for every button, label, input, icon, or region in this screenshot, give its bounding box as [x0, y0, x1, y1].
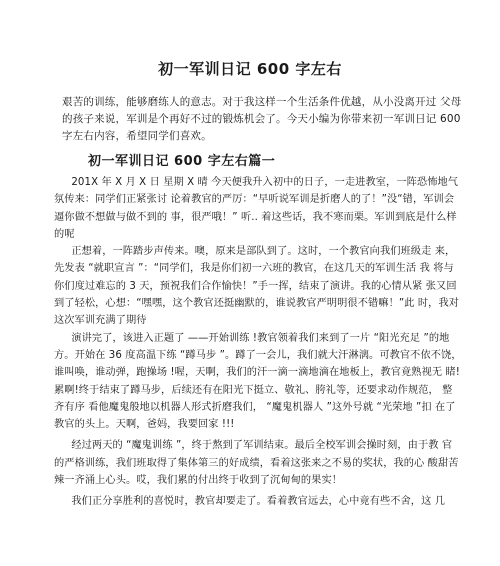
paragraph-2: 正想着，一阵踏步声传来。噢，原来是部队到了。这时，一个教官向我们班级走 来，先发表 “就职宣言 ”：“同学们，我是你们初一六班的教官，在这几天的军训生活 我 将与你们度过难忘的 3 天，预祝我们合作愉快！”手一挥，结束了演讲。我的心情从紧 张又回到了轻松，心想：“嘿嘿，这个教官还挺幽默的，谁说教官严明明很不错嘛！”此 时，我对这次军训充满了期待	[54, 246, 460, 327]
paragraph-4: 经过两天的 “魔鬼训练 ”，终于熬到了军训结束。最后全校军训会操时刻，由于教 官的严格训练，我们班取得了集体第三的好成绩，看着这张来之不易的奖状，我的心 酸甜苦辣一齐涌上心头。哎，我们累的付出终于收到了沉甸甸的果实！	[54, 440, 459, 487]
paragraph-5: 我们正分享胜利的喜悦时，教官却要走了。看着教官远去，心中竟有些不舍，这 几	[71, 496, 446, 508]
intro-block	[62, 94, 462, 145]
body-text	[54, 174, 462, 511]
document-title: 初一军训日记 600 字左右	[158, 60, 342, 78]
paragraph-3: 演讲完了，该进入正题了 ——开始训练 !教官领着我们来到了一片 “阳光充足 ”的地 方。开始在 36 度高温下练 “蹲马步 ”。蹲了一会儿，我们就大汗淋漓。可教官不依不饶，谁叫唤，谁动弹，跑操场 !喔，天啊，我们的汗一滴一滴地滴在地板上，教官竟熟视无 睹!累啊!终于结束了蹲马步，后续还有在阳光下挺立、敬礼、胯礼等，还要求动作规范， 整齐有序 看他魔鬼般地以机器人形式折磨我们， “魔鬼机器人 ”这外号就 “光荣地 ”扣 在了教官的头上。天啊，爸妈，我要回家 !!!	[54, 332, 462, 431]
section-title: 初一军训日记 600 字左右篇一	[88, 154, 276, 169]
intro-paragraph: 艰苦的训练，能够磨练人的意志。对于我这样一个生活条件优越，从小没离开过 父母的孩子来说，军训是个再好不过的锻炼机会了。今天小编为你带来初一军训日记 600 字左右内容，希望同学们喜欢。	[62, 96, 462, 142]
paragraph-1: 201X 年 X 月 X 日 星期 X 晴 今天便我升入初中的日子，一走进教室，一阵恐怖地气氛传来：同学们正紧张讨 论着教官的严厉：“早听说军训是折磨人的了！”没“错，军训会逼你做不想做与做不到的 事，很严哦！” 听.. 着这些话，我不寒而栗。军训到底是什么样的呢	[54, 177, 459, 240]
